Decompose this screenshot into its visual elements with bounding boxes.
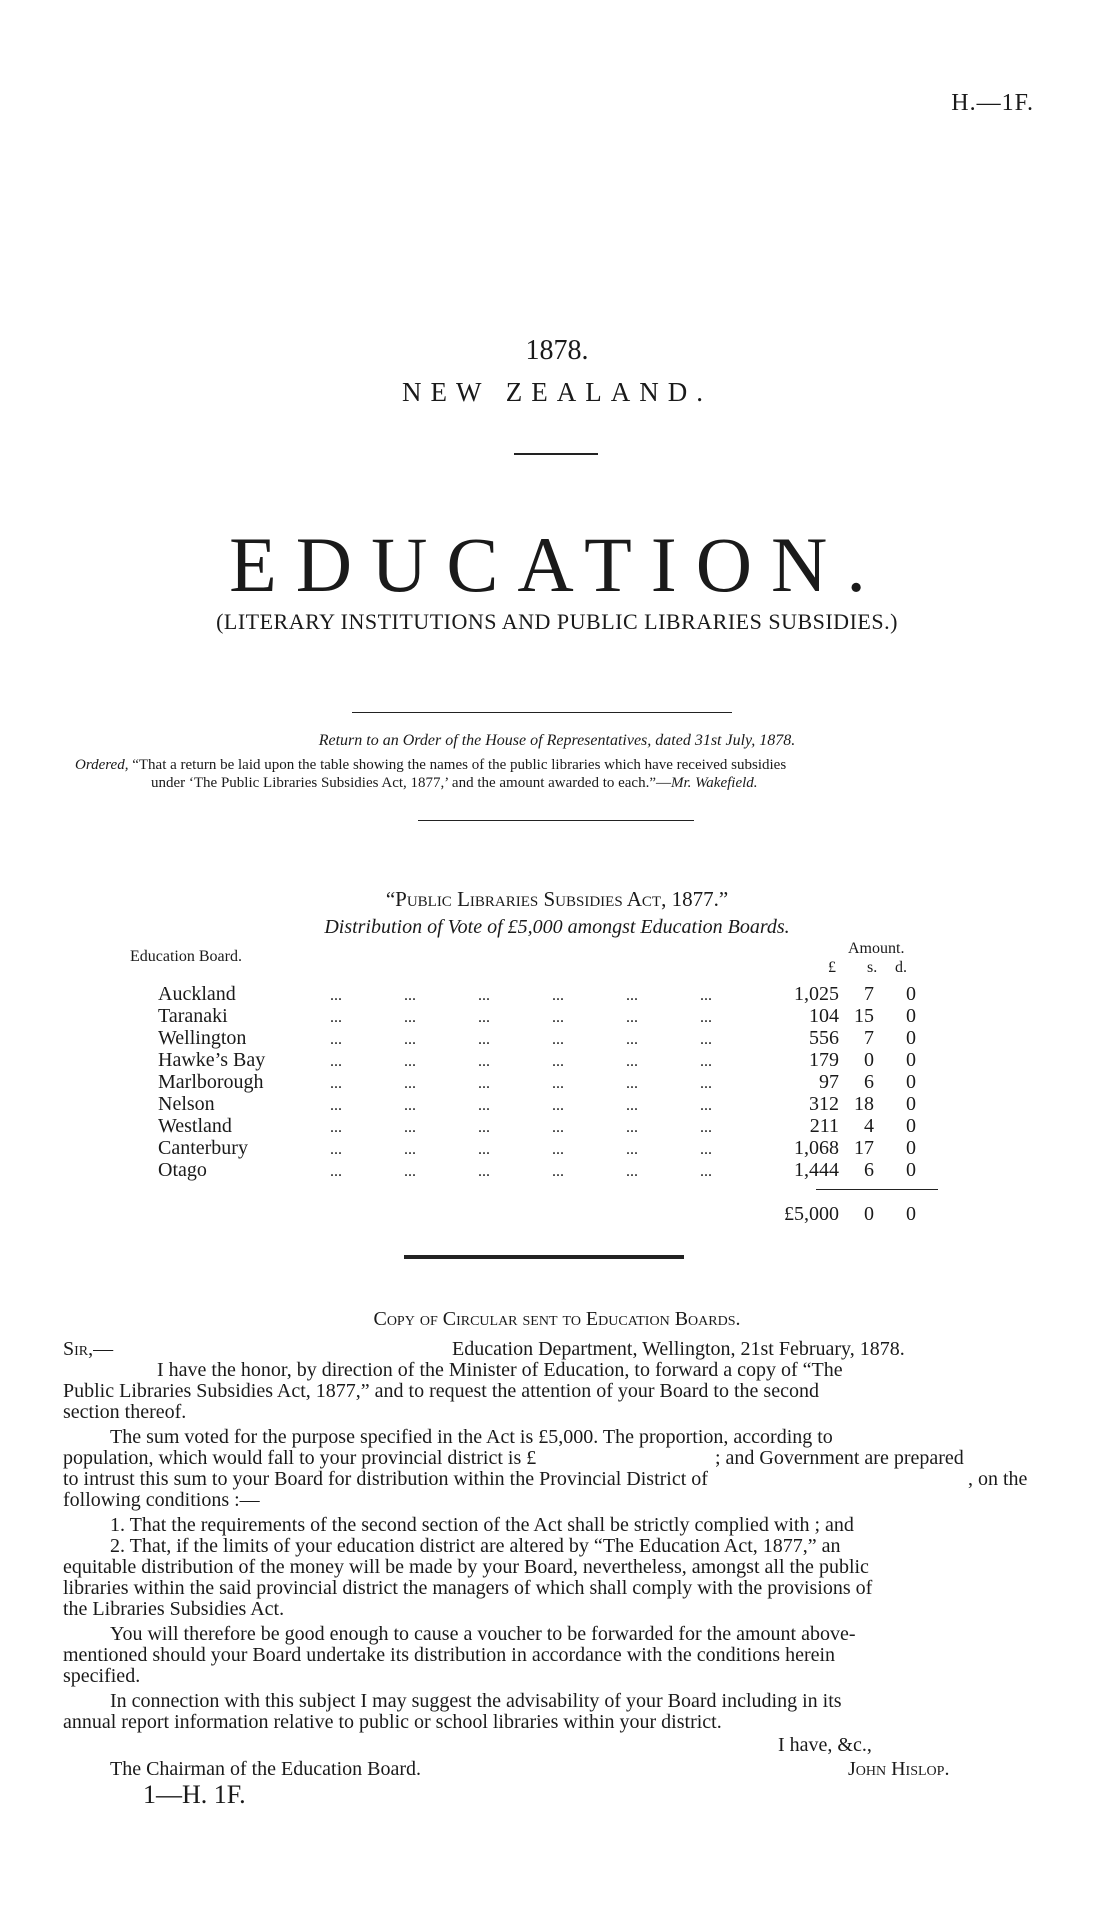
amount-pounds: 1,444 [794,1159,839,1181]
leader-dots: ... ... ... ... ... ... [330,1163,712,1180]
amount-shillings: 6 [864,1159,874,1181]
leader-dots: ... ... ... ... ... ... [330,1053,712,1070]
year: 1878. [525,335,589,366]
amount-shillings: 17 [854,1137,874,1159]
amount-pounds: 1,068 [794,1137,839,1159]
leader-dots: ... ... ... ... ... ... [330,1031,712,1048]
pounds-unit: £ [828,959,836,976]
circular-title: Copy of Circular sent to Education Boards. [373,1308,741,1330]
closing: I have, &c., [778,1734,872,1756]
body-line: section thereof. [63,1401,187,1423]
body-line: Public Libraries Subsidies Act, 1877,” and to request the attention of your Board to the second [63,1380,819,1402]
board-name: Auckland [158,983,236,1005]
body-line: specified. [63,1665,141,1687]
return-order-line [0,732,1114,750]
board-name: Marlborough [158,1071,264,1093]
amount-pence: 0 [906,1027,916,1049]
total-pounds: £5,000 [784,1203,839,1225]
body-line: following conditions :— [63,1489,260,1511]
body-line: You will therefore be good enough to cause a voucher to be forwarded for the amount above- [110,1623,856,1645]
body-line: population, which would fall to your provincial district is £ [63,1447,537,1469]
total-shillings: 0 [864,1203,874,1225]
leader-dots: ... ... ... ... ... ... [330,987,712,1004]
total-pence: 0 [906,1203,916,1225]
amount-pounds: 556 [809,1027,839,1049]
board-name: Taranaki [158,1005,228,1027]
leader-dots: ... ... ... ... ... ... [330,1119,712,1136]
return-date: 31st July, 1878. [694,732,796,749]
body-line: 1. That the requirements of the second section of the Act shall be strictly complied with ; and [110,1514,854,1536]
amount-pounds: 211 [809,1115,839,1137]
ordered-line-1: “That a return be laid upon the table showing the names of the public libraries which have received subsidies [132,757,787,773]
amount-pence: 0 [906,1159,916,1181]
ordered-mover: Mr. Wakefield. [671,775,758,791]
body-line: The sum voted for the purpose specified in the Act is £5,000. The proportion, according to [110,1426,833,1448]
amount-shillings: 7 [864,983,874,1005]
amount-pounds: 312 [809,1093,839,1115]
divider [404,1255,684,1259]
leader-dots: ... ... ... ... ... ... [330,1141,712,1158]
amount-pounds: 1,025 [794,983,839,1005]
amount-shillings: 0 [864,1049,874,1071]
body-line: In connection with this subject I may suggest the advisability of your Board including in its [110,1690,842,1712]
amount-column-header: Amount. [848,940,905,957]
leader-dots: ... ... ... ... ... ... [330,1097,712,1114]
amount-pence: 0 [906,983,916,1005]
amount-pence: 0 [906,1115,916,1137]
addressee: The Chairman of the Education Board. [110,1758,422,1780]
amount-pence: 0 [906,1137,916,1159]
body-line: , on the [968,1468,1028,1490]
amount-pence: 0 [906,1093,916,1115]
dateline: Education Department, Wellington, 21st February, 1878. [452,1338,905,1360]
divider [514,453,598,455]
document-reference: H.—1F. [951,90,1034,116]
act-title: “Public Libraries Subsidies Act, 1877.” [385,887,729,911]
amount-pence: 0 [906,1071,916,1093]
amount-pence: 0 [906,1049,916,1071]
amount-shillings: 15 [854,1005,874,1027]
ordered-paragraph [75,756,1041,792]
board-name: Canterbury [158,1137,248,1159]
country: NEW ZEALAND. [402,377,712,407]
return-text: Return to an Order of the House of Representatives, dated [318,732,691,749]
body-line: libraries within the said provincial district the managers of which shall comply with the provisions of [63,1577,873,1599]
body-line: to intrust this sum to your Board for distribution within the Provincial District of [63,1468,708,1490]
leader-dots: ... ... ... ... ... ... [330,1009,712,1026]
salutation: Sir,— [63,1338,114,1360]
page-title: EDUCATION. [229,521,885,608]
page-subtitle: (LITERARY INSTITUTIONS AND PUBLIC LIBRARIES SUBSIDIES.) [216,609,898,634]
pence-unit: d. [895,959,907,976]
amount-pounds: 97 [819,1071,839,1093]
amount-shillings: 7 [864,1027,874,1049]
distribution-title: Distribution of Vote of £5,000 amongst Education Boards. [324,916,790,938]
amount-shillings: 6 [864,1071,874,1093]
ordered-label: Ordered, [75,757,129,773]
total-rule [816,1189,938,1190]
divider [418,820,694,821]
board-name: Westland [158,1115,232,1137]
amount-shillings: 4 [864,1115,874,1137]
amount-shillings: 18 [854,1093,874,1115]
body-line: I have the honor, by direction of the Minister of Education, to forward a copy of “The [157,1359,843,1381]
board-name: Hawke’s Bay [158,1049,266,1071]
board-name: Wellington [158,1027,247,1049]
amount-pounds: 104 [809,1005,839,1027]
board-column-header: Education Board. [130,948,242,965]
board-name: Nelson [158,1093,215,1115]
body-line: 2. That, if the limits of your education district are altered by “The Education Act, 1877,” an [110,1535,841,1557]
shillings-unit: s. [867,959,878,976]
signature: John Hislop. [848,1758,950,1780]
ordered-line-2: under ‘The Public Libraries Subsidies Act, 1877,’ and the amount awarded to each.”— [151,775,671,791]
body-line: mentioned should your Board undertake its distribution in accordance with the conditions herein [63,1644,836,1666]
body-line: the Libraries Subsidies Act. [63,1598,285,1620]
leader-dots: ... ... ... ... ... ... [330,1075,712,1092]
footer-reference: 1—H. 1F. [143,1780,246,1809]
body-line: annual report information relative to public or school libraries within your district. [63,1711,722,1733]
body-line: ; and Government are prepared [715,1447,964,1469]
body-line: equitable distribution of the money will be made by your Board, nevertheless, amongst all the public [63,1556,869,1578]
amount-pence: 0 [906,1005,916,1027]
amount-pounds: 179 [809,1049,839,1071]
board-name: Otago [158,1159,207,1181]
divider [352,712,732,713]
